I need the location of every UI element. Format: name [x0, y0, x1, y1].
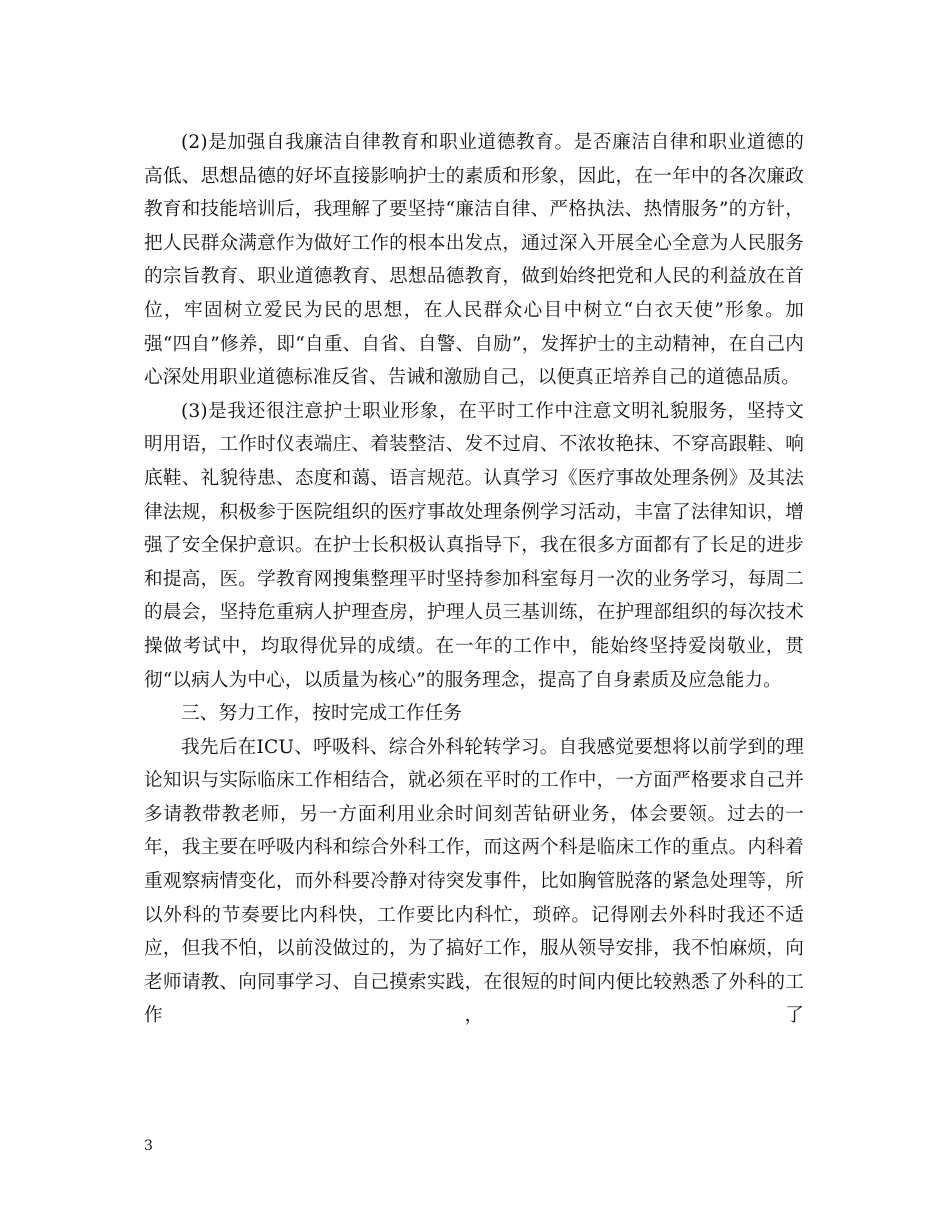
body-text [144, 126, 804, 1033]
paragraph-self-discipline: (2)是加强自我廉洁自律教育和职业道德教育。是否廉洁自律和职业道德的高低、思想品德的好坏直接影响护士的素质和形象，因此，在一年中的各次廉政教育和技能培训后，我理解了要坚持“廉洁自律、严格执法、热情服务”的方针，把人民群众满意作为做好工作的根本出发点，通过深入开展全心全意为人民服务的宗旨教育、职业道德教育、思想品德教育，做到始终把党和人民的利益放在首位，牢固树立爱民为民的思想，在人民群众心目中树立“白衣天使”形象。加强“四自”修养，即“自重、自省、自警、自励”，发挥护士的主动精神，在自己内心深处用职业道德标准反省、告诫和激励自己，以便真正培养自己的道德品质。 [144, 132, 804, 389]
paragraph-rotation-study: 我先后在ICU、呼吸科、综合外科轮转学习。自我感觉要想将以前学到的理论知识与实际临床工作相结合，就必须在平时的工作中，一方面严格要求自己并多请教带教老师，另一方面利用业余时间刻苦钻研业务，体会要领。过去的一年，我主要在呼吸内科和综合外科工作，而这两个科是临床工作的重点。内科着重观察病情变化，而外科要冷静对待突发事件，比如胸管脱落的紧急处理等，所以外科的节奏要比内科快，工作要比内科忙，琐碎。记得刚去外科时我还不适应，但我不怕，以前没做过的，为了搞好工作，服从领导安排，我不怕麻烦，向老师请教、向同事学习、自己摸索实践，在很短的时间内便比较熟悉了外科的工作，了 [144, 736, 804, 1027]
page-number: 3 [144, 1138, 153, 1154]
section-heading-work-tasks: 三、努力工作，按时完成工作任务 [181, 703, 463, 725]
paragraph-professional-image: (3)是我还很注意护士职业形象，在平时工作中注意文明礼貌服务，坚持文明用语，工作时仪表端庄、着装整洁、发不过肩、不浓妆艳抹、不穿高跟鞋、响底鞋、礼貌待患、态度和蔼、语言规范。认真学习《医疗事故处理条例》及其法律法规，积极参于医院组织的医疗事故处理条例学习活动，丰富了法律知识，增强了安全保护意识。在护士长积极认真指导下，我在很多方面都有了长足的进步和提高，医。学教育网搜集整理平时坚持参加科室每月一次的业务学习，每周二的晨会，坚持危重病人护理查房，护理人员三基训练，在护理部组织的每次技术操做考试中，均取得优异的成绩。在一年的工作中，能始终坚持爱岗敬业，贯彻“以病人为中心，以质量为核心”的服务理念，提高了自身素质及应急能力。 [144, 400, 804, 691]
